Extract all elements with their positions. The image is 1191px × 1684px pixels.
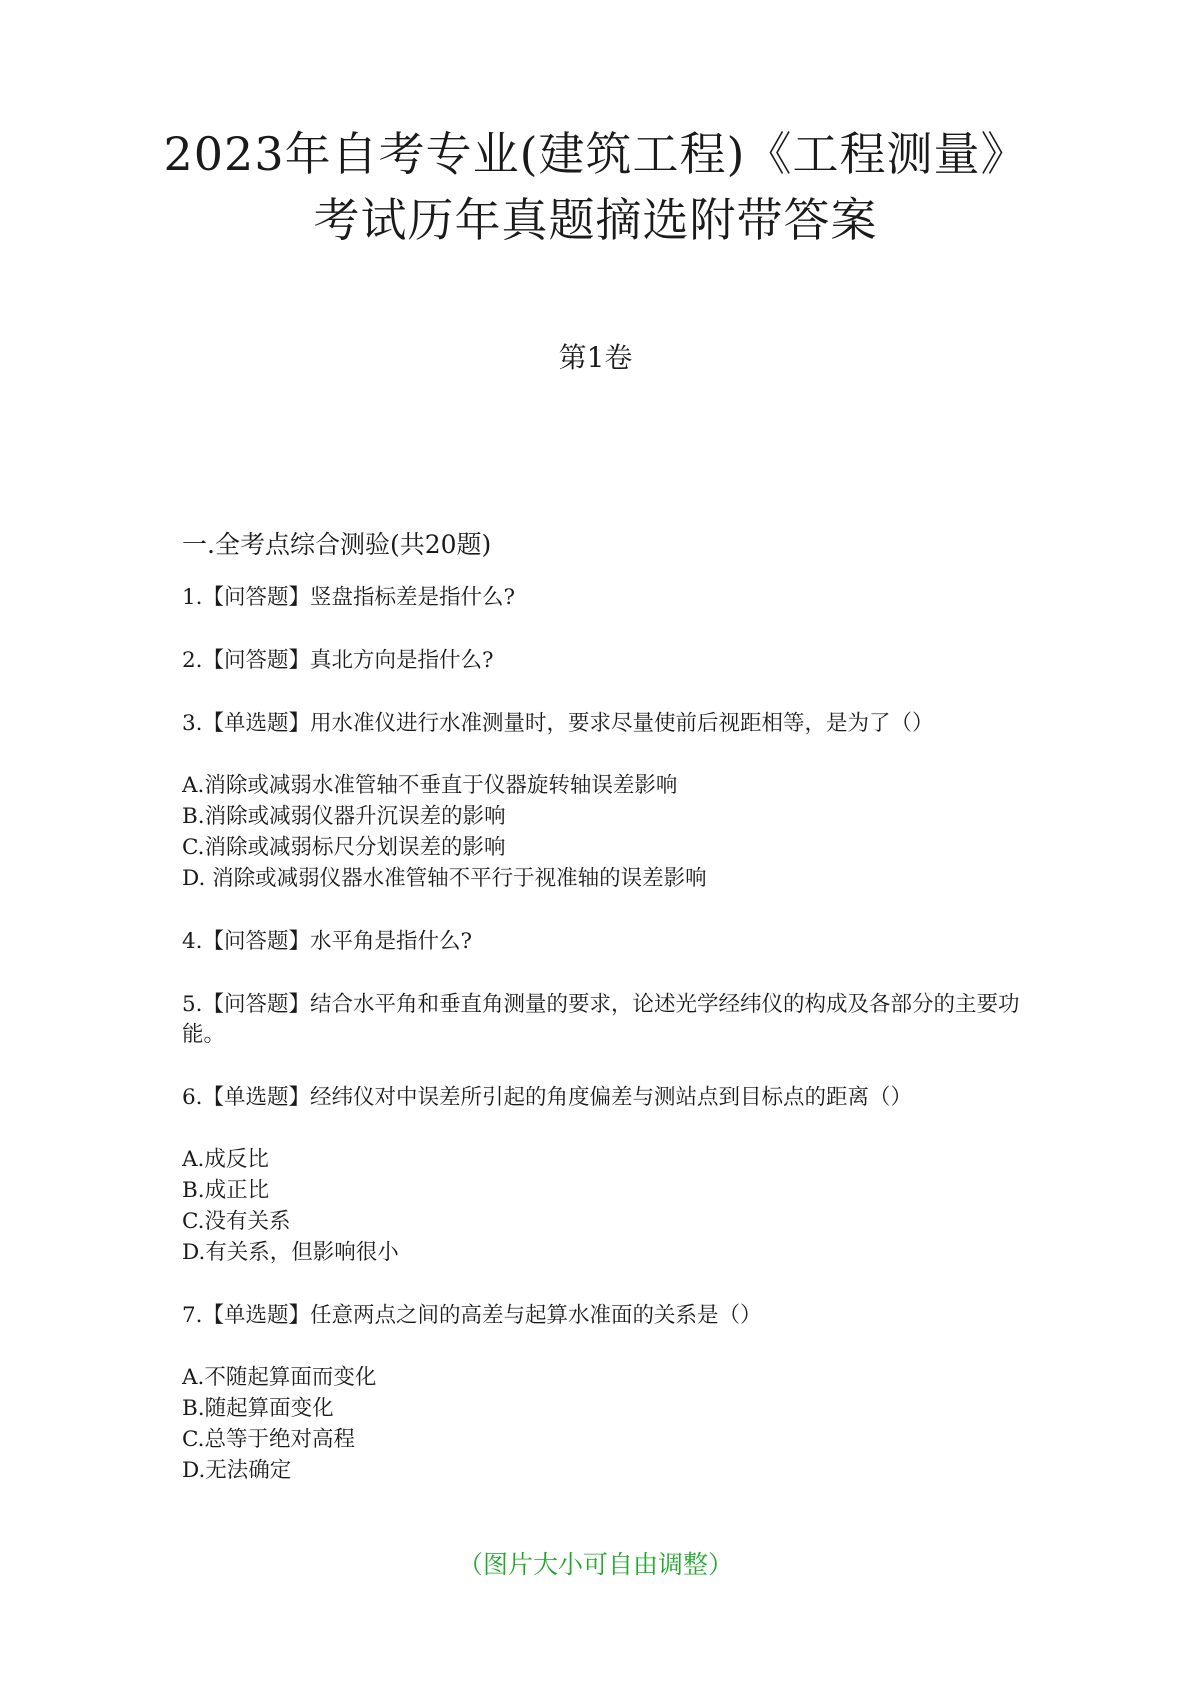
document-title <box>0 121 1191 253</box>
question-3-options <box>182 770 1022 894</box>
option-d: D.有关系，但影响很小 <box>182 1240 399 1265</box>
question-7-options <box>182 1362 1022 1486</box>
option-c: C.消除或减弱标尺分划误差的影响 <box>182 835 506 860</box>
image-resize-note: （图片大小可自由调整） <box>457 1550 733 1579</box>
option-b: B.随起算面变化 <box>182 1396 334 1421</box>
volume-label: 第1卷 <box>558 341 633 374</box>
option-d: D.无法确定 <box>182 1458 292 1483</box>
option-c: C.总等于绝对高程 <box>182 1427 356 1452</box>
exam-content <box>182 525 1022 1486</box>
option-a: A.不随起算面而变化 <box>182 1365 377 1390</box>
question-6: 6.【单选题】经纬仪对中误差所引起的角度偏差与测站点到目标点的距离（） <box>182 1085 913 1110</box>
question-1: 1.【问答题】竖盘指标差是指什么? <box>182 585 516 610</box>
option-c: C.没有关系 <box>182 1209 291 1234</box>
title-line-2: 考试历年真题摘选附带答案 <box>313 193 878 247</box>
option-d: D. 消除或减弱仪器水准管轴不平行于视准轴的误差影响 <box>182 866 707 891</box>
option-b: B.消除或减弱仪器升沉误差的影响 <box>182 804 506 829</box>
question-7: 7.【单选题】任意两点之间的高差与起算水准面的关系是（） <box>182 1303 762 1328</box>
title-line-1: 2023年自考专业(建筑工程)《工程测量》 <box>163 127 1028 181</box>
question-4: 4.【问答题】水平角是指什么? <box>182 929 473 954</box>
question-5: 5.【问答题】结合水平角和垂直角测量的要求，论述光学经纬仪的构成及各部分的主要功能。 <box>182 992 1020 1047</box>
section-title: 一.全考点综合测验(共20题) <box>182 530 492 559</box>
option-a: A.消除或减弱水准管轴不垂直于仪器旋转轴误差影响 <box>182 773 678 798</box>
option-b: B.成正比 <box>182 1178 270 1203</box>
option-a: A.成反比 <box>182 1147 269 1172</box>
question-3: 3.【单选题】用水准仪进行水准测量时，要求尽量使前后视距相等，是为了（） <box>182 711 934 736</box>
question-6-options <box>182 1144 1022 1268</box>
question-2: 2.【问答题】真北方向是指什么? <box>182 648 494 673</box>
